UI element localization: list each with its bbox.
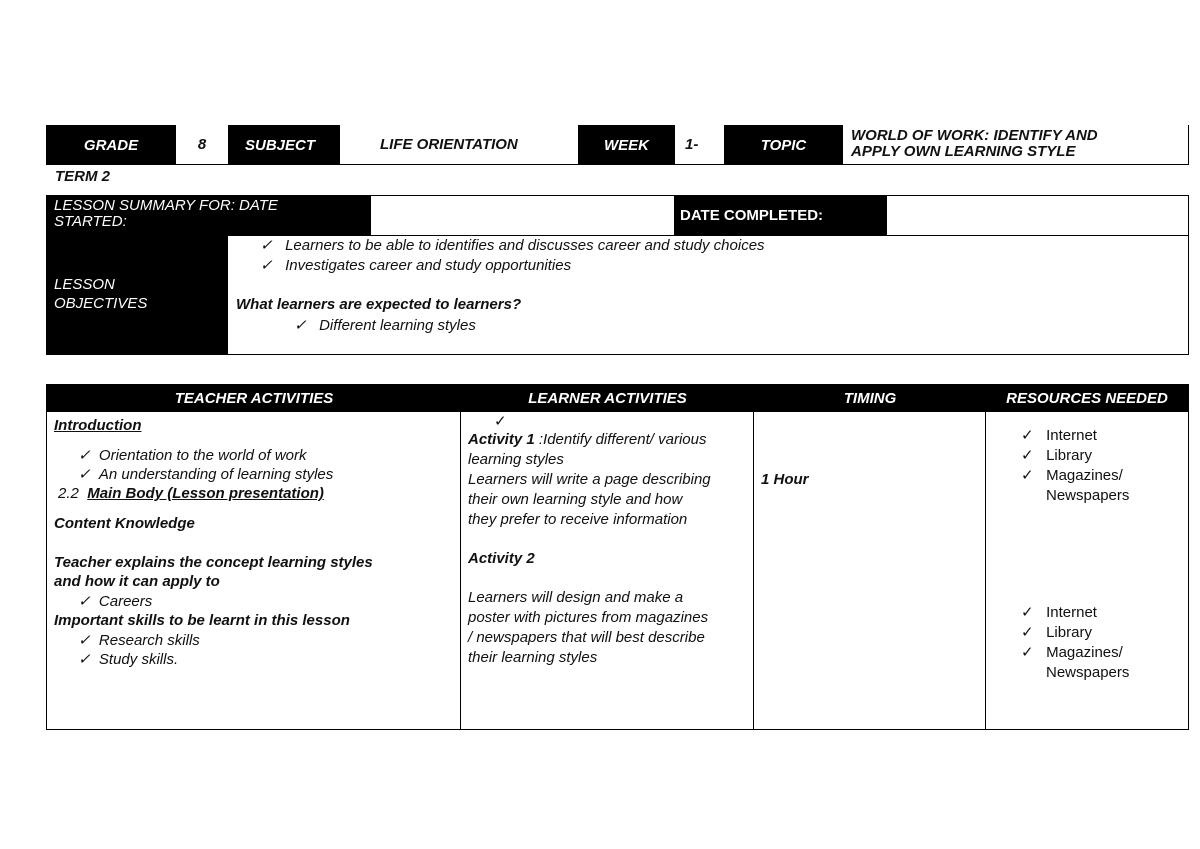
activity-2-text: Learners will design and make a — [468, 589, 684, 606]
objectives-content — [228, 236, 1189, 355]
grade-value: 8 — [176, 125, 228, 165]
checkmark-icon: ✓ — [260, 237, 273, 254]
content-knowledge-heading: Content Knowledge — [54, 515, 195, 532]
main-body-heading: Main Body (Lesson presentation) — [87, 485, 324, 502]
expected-text: Different learning styles — [319, 317, 476, 334]
checkmark-icon: ✓ — [1021, 467, 1034, 484]
resource-item — [1021, 603, 1129, 623]
skill-item — [54, 631, 454, 650]
checkmark-icon: ✓ — [260, 257, 273, 274]
header-learner-activities: LEARNER ACTIVITIES — [528, 390, 687, 407]
header-timing: TIMING — [843, 390, 897, 407]
activity-1-line — [468, 430, 752, 450]
intro-item — [54, 465, 454, 484]
activity-2-text: poster with pictures from magazines — [468, 609, 709, 626]
activity-2-text: / newspapers that will best describe — [468, 629, 705, 646]
week-value: 1- — [675, 125, 724, 165]
activity-2-title: Activity 2 — [468, 550, 535, 567]
resource-text: Magazines/ — [1046, 644, 1123, 661]
checkmark-icon: ✓ — [78, 593, 91, 610]
activity-1-text: learning styles — [468, 451, 564, 468]
checkmark-icon: ✓ — [1021, 427, 1034, 444]
objective-text: Investigates career and study opportunities — [285, 257, 572, 274]
column-divider — [753, 412, 754, 730]
activities-table — [46, 384, 1189, 730]
intro-item-text: An understanding of learning styles — [98, 466, 334, 483]
column-divider — [985, 412, 986, 730]
week-label: WEEK — [578, 125, 675, 165]
careers-text: Careers — [98, 593, 153, 610]
column-divider — [460, 412, 461, 730]
skill-text: Study skills. — [98, 651, 179, 668]
topic-label: TOPIC — [724, 125, 843, 165]
activity-1-text: they prefer to receive information — [468, 511, 688, 528]
checkmark-icon: ✓ — [1021, 644, 1034, 661]
activity-2-text: their learning styles — [468, 649, 598, 666]
activity-1-text: Learners will write a page describing — [468, 471, 711, 488]
main-body-number: 2.2 — [58, 485, 79, 502]
table-header — [47, 385, 1188, 412]
intro-item-text: Orientation to the world of work — [98, 447, 307, 464]
lesson-objectives-label — [54, 275, 147, 313]
topic-value — [843, 125, 1189, 165]
careers-item — [54, 592, 454, 611]
date-completed-field[interactable] — [886, 195, 1189, 236]
timing-value: 1 Hour — [761, 471, 809, 488]
introduction-heading: Introduction — [54, 417, 142, 434]
skill-item — [54, 650, 454, 669]
learner-activities-cell — [468, 414, 752, 668]
topic-line-2: APPLY OWN LEARNING STYLE — [851, 143, 1076, 160]
resource-item — [1021, 466, 1129, 486]
resource-item — [1021, 446, 1129, 466]
checkmark-icon: ✓ — [1021, 604, 1034, 621]
explain-line-1: Teacher explains the concept learning styles — [54, 554, 373, 571]
lesson-header — [46, 125, 1189, 165]
explain-line-2: and how it can apply to — [54, 573, 220, 590]
activity-1-title: Activity 1 — [468, 431, 535, 448]
lesson-summary — [46, 195, 1189, 355]
resources-group — [1021, 426, 1129, 506]
resource-text: Newspapers — [1046, 487, 1130, 504]
activity-1-text: their own learning style and how — [468, 491, 683, 508]
lesson-summary-label — [54, 198, 374, 230]
resource-text: Library — [1046, 624, 1092, 641]
topic-line-1: WORLD OF WORK: IDENTIFY AND — [851, 127, 1098, 144]
checkmark-icon: ✓ — [294, 317, 307, 334]
teacher-activities-cell — [54, 416, 454, 669]
resource-text: Internet — [1046, 604, 1097, 621]
date-completed-label: DATE COMPLETED: — [675, 195, 886, 236]
resource-text: Internet — [1046, 427, 1097, 444]
subject-value: LIFE ORIENTATION — [340, 125, 578, 165]
objectives-label-line-1: LESSON — [54, 276, 115, 293]
objective-item — [260, 236, 765, 254]
resource-item — [1021, 426, 1129, 446]
subject-label: SUBJECT — [228, 125, 340, 165]
header-resources: RESOURCES NEEDED — [1006, 390, 1168, 407]
resource-text: Newspapers — [1046, 664, 1130, 681]
main-body-line — [54, 484, 454, 504]
checkmark-icon: ✓ — [1021, 624, 1034, 641]
resources-group — [1021, 603, 1129, 683]
expected-item — [294, 316, 476, 334]
grade-label: GRADE — [46, 125, 176, 165]
resource-item — [1021, 623, 1129, 643]
checkmark-icon: ✓ — [78, 466, 91, 483]
objective-text: Learners to be able to identifies and discusses career and study choices — [285, 237, 765, 254]
resource-item — [1021, 643, 1129, 663]
resource-text: Library — [1046, 447, 1092, 464]
activity-1-description: :Identify different/ various — [534, 431, 707, 448]
checkmark-icon: ✓ — [1021, 447, 1034, 464]
checkmark-icon: ✓ — [78, 447, 91, 464]
expected-question: What learners are expected to learners? — [236, 296, 522, 313]
header-teacher-activities: TEACHER ACTIVITIES — [174, 390, 334, 407]
date-started-field[interactable] — [370, 195, 675, 236]
resource-text: Magazines/ — [1046, 467, 1123, 484]
checkmark-icon: ✓ — [78, 651, 91, 668]
skill-text: Research skills — [98, 632, 200, 649]
summary-line-2: STARTED: — [54, 213, 127, 230]
term-label: TERM 2 — [55, 168, 111, 185]
objective-item — [260, 256, 571, 274]
summary-line-1: LESSON SUMMARY FOR: DATE — [54, 197, 278, 214]
checkmark-icon: ✓ — [78, 632, 91, 649]
skills-heading: Important skills to be learnt in this lesson — [54, 612, 350, 629]
intro-item — [54, 446, 454, 465]
objectives-label-line-2: OBJECTIVES — [54, 295, 148, 312]
checkmark-icon: ✓ — [494, 413, 507, 430]
